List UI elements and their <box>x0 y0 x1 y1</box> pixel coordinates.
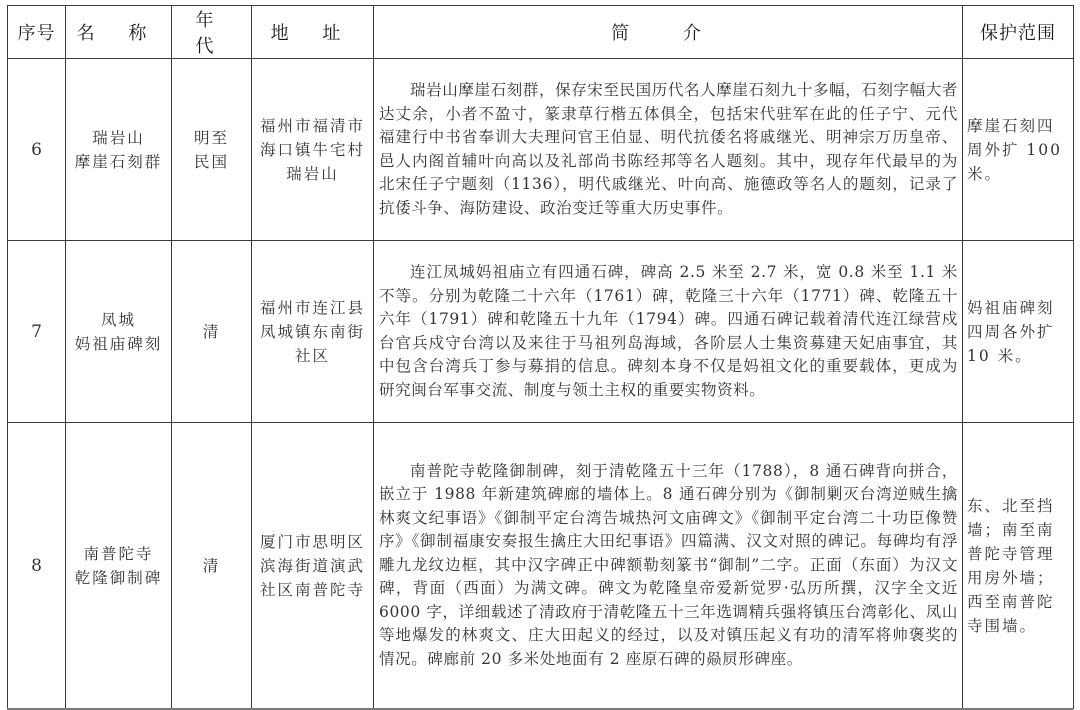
header-scope: 保护范围 <box>963 6 1074 59</box>
header-intro: 简 介 <box>374 6 963 59</box>
table-row <box>8 241 1074 423</box>
row-name-line2: 妈祖庙碑刻 <box>74 334 163 353</box>
row-name-line1: 南普陀寺 <box>83 544 154 563</box>
row-intro: 南普陀寺乾隆御制碑，刻于清乾隆五十三年（1788），8 通石碑背向拼合，嵌立于 1988 年新建筑碑廊的墙体上。8 通石碑分别为《御制剿灭台湾逆贼生擒林爽文纪事语》《御制平定台湾告城热河文庙碑文》《御制平定台湾二十功臣像赞序》《御制福康安奏报生擒庄大田纪事语》四篇满、汉文对照的碑记。每碑均有浮雕九龙纹边框，其中汉字碑正中碑额勒刻篆书“御制”二字。正面（东面）为汉文碑，背面（西面）为满文碑。碑文为乾隆皇帝爱新觉罗·弘历所撰，汉字全文近 6000 字，详细载述了清政府于清乾隆五十三年选调精兵强将镇压台湾彰化、凤山等地爆发的林爽文、庄大田起义的经过，以及对镇压起义有功的清军将帅褒奖的情况。碑廊前 20 多米处地面有 2 座原石碑的赑屃形碑座。 <box>374 423 963 709</box>
row-name-line1: 瑞岩山 <box>92 128 145 147</box>
table-row <box>8 59 1074 241</box>
row-address: 福州市福清市海口镇牛宅村瑞岩山 <box>252 59 374 241</box>
heritage-sites-table-container <box>7 5 1073 709</box>
row-era <box>172 423 252 709</box>
header-address: 地 址 <box>252 6 374 59</box>
row-era-line1: 明至 <box>193 128 229 147</box>
row-era <box>172 241 252 423</box>
row-era <box>172 59 252 241</box>
row-intro: 连江凤城妈祖庙立有四通石碑，碑高 2.5 米至 2.7 米，宽 0.8 米至 1.1 米不等。分别为乾隆二十六年（1761）碑，乾隆三十六年（1771）碑、乾隆五十六年（1791）碑和乾隆五十九年（1794）碑。四通石碑记载着清代连江绿营戍台官兵戍守台湾以及来往于马祖列岛海域，各阶层人士集资募建天妃庙事宜，其中包含台湾兵丁参与募捐的信息。碑刻本身不仅是妈祖文化的重要载体，更成为研究闽台军事交流、制度与领土主权的重要实物资料。 <box>374 241 963 423</box>
row-scope: 摩崖石刻四周外扩 100 米。 <box>963 59 1074 241</box>
row-seq: 7 <box>8 241 66 423</box>
row-scope: 东、北至挡墙；南至南普陀寺管理用房外墙；西至南普陀寺围墙。 <box>963 423 1074 709</box>
row-name-line2: 摩崖石刻群 <box>74 152 163 171</box>
row-name <box>66 59 172 241</box>
row-era-line1: 清 <box>202 556 221 575</box>
row-name-line1: 凤城 <box>100 310 136 329</box>
row-intro: 瑞岩山摩崖石刻群，保存宋至民国历代名人摩崖石刻九十多幅，石刻字幅大者达丈余，小者不盈寸，篆隶草行楷五体俱全，包括宋代驻军在此的任子宁、元代福建行中书省奉训大夫理问官王伯显、明代抗倭名将戚继光、明神宗万历皇帝、邑人内阁首辅叶向高以及礼部尚书陈经邦等名人题刻。其中，现存年代最早的为北宋任子宁题刻（1136），明代戚继光、叶向高、施德政等名人的题刻，记录了抗倭斗争、海防建设、政治变迁等重大历史事件。 <box>374 59 963 241</box>
row-address: 厦门市思明区滨海街道演武社区南普陀寺 <box>252 423 374 709</box>
row-scope: 妈祖庙碑刻四周各外扩 10 米。 <box>963 241 1074 423</box>
table-row <box>8 423 1074 709</box>
row-name-line2: 乾隆御制碑 <box>74 568 163 587</box>
row-era-line2: 民国 <box>193 152 229 171</box>
header-name: 名 称 <box>66 6 172 59</box>
row-seq: 8 <box>8 423 66 709</box>
row-seq: 6 <box>8 59 66 241</box>
row-name <box>66 241 172 423</box>
row-era-line1: 清 <box>202 322 221 341</box>
heritage-sites-table <box>7 5 1074 709</box>
row-address: 福州市连江县凤城镇东南街社区 <box>252 241 374 423</box>
header-era: 年 代 <box>172 6 252 59</box>
table-header-row <box>8 6 1074 59</box>
header-seq: 序号 <box>8 6 66 59</box>
row-name <box>66 423 172 709</box>
